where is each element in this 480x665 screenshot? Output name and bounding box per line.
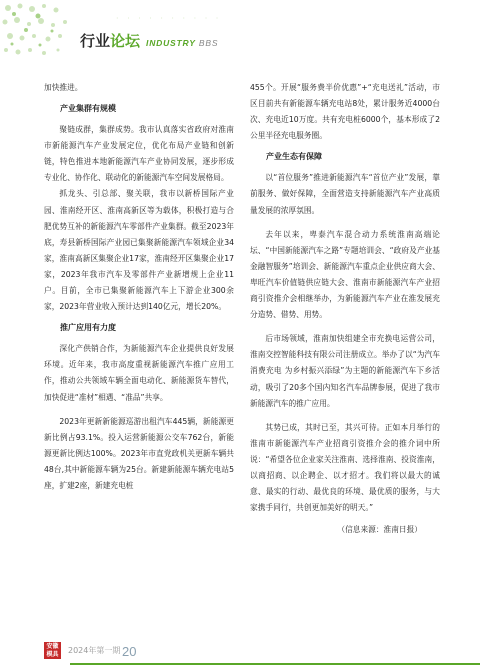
page-footer [0, 635, 480, 665]
source-note: （信息来源：淮南日报） [337, 525, 422, 535]
paragraph: 深化产供销合作，为新能源汽车企业提供良好发展环境。近年来，我市高度重视新能源汽车推广应用工作，推动公共领域车辆全面电动化、新能源货车替代，加快促进“准材”相遇、“准品”共享。 [44, 344, 234, 402]
paragraph: 其势已成，其时已至，其兴可待。正如本月举行的淮南市新能源汽车产业招商引资推介会的推介词中所说：“希望各位企业家关注淮南、选择淮南、投资淮南，以商招商、以企聘企、以才招才。我们将以最大的诚意、最实的行动、最优良的环境、最优质的服务，与大家携手同行，共创更加美好的明天。” [250, 422, 440, 513]
section-title-b: 论坛 [110, 32, 141, 50]
logo-line-2: 模具 [46, 650, 59, 658]
right-column [250, 80, 440, 538]
page-number: 20 [122, 644, 137, 659]
section-header [80, 30, 218, 50]
paragraph: 抓龙头、引总部、聚关联，我市以新桥国际产业园、淮南经开区、淮南高新区等为载体，积极打造与合肥优势互补的新能源汽车零部件产业集群。截至2023年底，寿县新桥国际产业园已集聚新能源汽车领域企业34家，淮南高新区集聚企业17家，淮南经开区集聚企业17家，2023年我市汽车及零部件产业新增规上企业11户。目前，全市已集聚新能源汽车上下游企业300余家，2023年营业收入预计达到140亿元，增长20%。 [44, 189, 234, 312]
subheading: 推广应用有力度 [60, 323, 116, 333]
subheading: 产业生态有保障 [266, 152, 322, 162]
magazine-logo [44, 642, 61, 659]
paragraph: 455个。开展“服务费半价优惠”+“充电送礼”活动，市区目前共有新能源车辆充电站8处，累计服务近4000台次、充电近10万度。共有充电桩6000个，基本形成了2公里半径充电服务圈。 [250, 83, 440, 141]
left-column [44, 80, 234, 494]
paragraph: 加快推进。 [44, 83, 83, 92]
section-title-en-a: INDUSTRY [146, 38, 196, 48]
section-title-en [146, 38, 218, 48]
section-title-a: 行业 [80, 32, 111, 50]
subheading: 产业集群有规模 [60, 104, 116, 114]
paragraph: 聚链成群，集群成势。我市认真落实省政府对淮南市新能源汽车产业发展定位，优化布局产业链和创新链，特色推进本地新能源汽车产业协同发展，逐步形成专业化、协作化、联动化的新能源汽车空间发展格局。 [44, 125, 234, 183]
paragraph: 去年以来，卑泰汽车混合动力系统淮南高端论坛、“中国新能源汽车之路”专题培训会、“政府及产业基金融智服务”培训会、新能源汽车重点企业供应商大会、卑旺汽车价值链供应链大会、淮南市新能源汽车产业招商引资推介会相继举办，为新能源汽车产业在淮发展充分造势、借势、用势。 [250, 229, 440, 320]
paragraph: 以“首位服务”推进新能源汽车“首位产业”发展，靠前服务、做好保障，全面营造支持新能源汽车产业高质量发展的浓厚氛围。 [250, 173, 440, 215]
section-title-en-b: BBS [198, 38, 219, 48]
header-watermark: · · · · · · · · · · [116, 14, 222, 23]
paragraph: 后市场领域，淮南加快组建全市充换电运营公司，淮南交控智能科技有限公司注册成立。举办了以“为汽车消费充电 为乡村振兴添绿”为主题的新能源汽车下乡活动，吸引了20多个国内知名汽车品牌参展，促进了我市新能源汽车的推广应用。 [250, 334, 440, 408]
logo-line-1: 安徽 [46, 643, 59, 650]
issue-label: 2024年第一期 [68, 646, 121, 655]
paragraph: 2023年更新新能源巡游出租汽车445辆，新能源更新比例占93.1%。投入运营新能源公交车762台，新能源更新比例达100%。2023年市直党政机关更新车辆共48台,其中新能源车辆为25台。新建新能源车辆充电站5座，扩建2座，新建充电桩 [44, 416, 234, 490]
header-decoration [0, 0, 76, 60]
